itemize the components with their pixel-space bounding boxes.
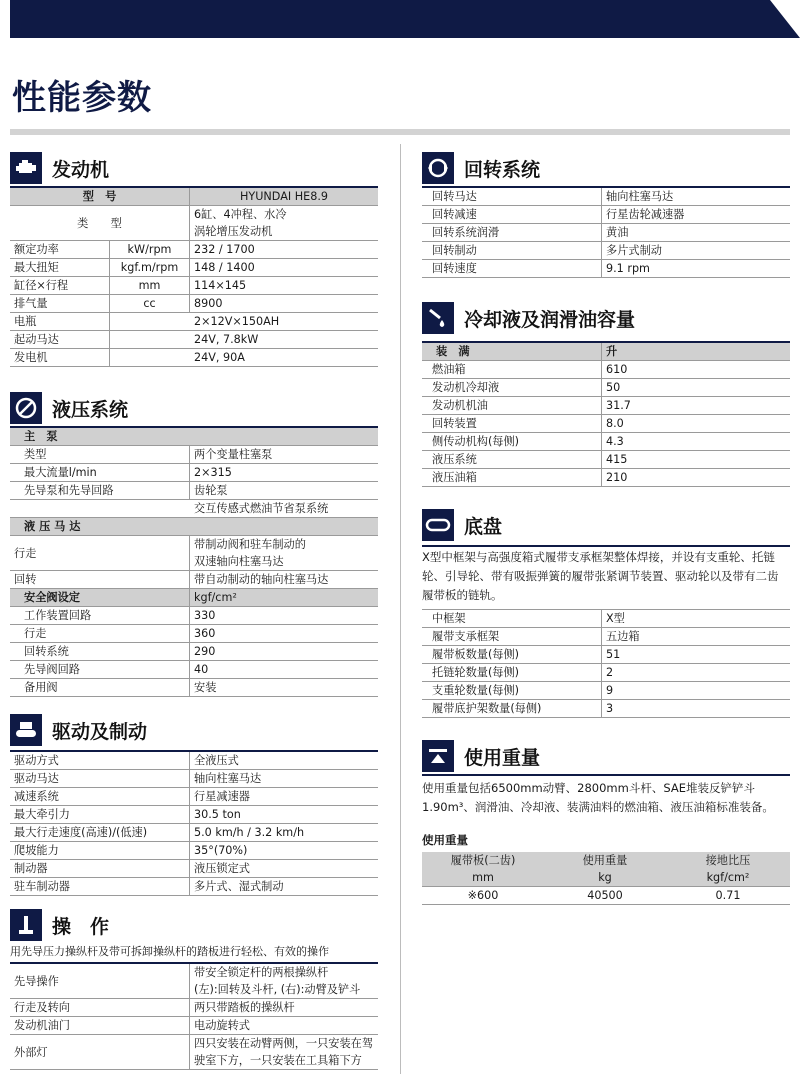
table-row xyxy=(422,451,790,469)
swing-value: 带自动制动的轴向柱塞马达 xyxy=(194,573,329,586)
engine-header xyxy=(10,152,109,184)
cell-value: 五边箱 xyxy=(606,630,640,643)
cell-value: 51 xyxy=(606,648,621,661)
crawler-track-icon xyxy=(422,509,454,541)
cell-label: 工作装置回路 xyxy=(10,607,190,624)
cell-label: 回转速度 xyxy=(422,260,602,277)
column-divider xyxy=(400,144,401,1074)
cell-value: 50 xyxy=(606,381,621,394)
cell-label: 起动马达 xyxy=(10,331,110,348)
table-row xyxy=(422,852,790,869)
hydraulic-title: 液压系统 xyxy=(52,398,129,421)
table-row xyxy=(422,260,790,278)
table-row xyxy=(10,824,378,842)
cell-unit: kW/rpm xyxy=(110,241,190,258)
pilot-value xyxy=(190,964,378,998)
cell-label: 侧传动机构(每侧) xyxy=(422,433,602,450)
table-row xyxy=(10,999,378,1017)
joystick-icon xyxy=(10,909,42,941)
table-row xyxy=(422,415,790,433)
type-value xyxy=(190,206,378,240)
page-title: 性能参数 xyxy=(12,78,152,118)
model-label: 型 号 xyxy=(10,188,190,205)
cell-value: 9.1 rpm xyxy=(606,262,650,275)
cell-value: 两个变量柱塞泵 xyxy=(194,448,273,461)
weight-description xyxy=(422,779,790,817)
table-row xyxy=(10,206,378,241)
weight-unit-1: mm xyxy=(472,871,494,884)
cell-label: 液压系统 xyxy=(422,451,602,468)
main-pump-head: 主 泵 xyxy=(24,430,58,443)
weight-table-head xyxy=(422,852,790,887)
cell-value: 9 xyxy=(606,684,614,697)
cell-value: 415 xyxy=(606,453,628,466)
cell-label: 排气量 xyxy=(10,295,110,312)
cell-label: 中框架 xyxy=(422,610,602,627)
cell-value: 轴向柱塞马达 xyxy=(194,772,262,785)
undercarriage-rule xyxy=(422,545,790,547)
table-row xyxy=(10,482,378,500)
top-banner xyxy=(10,0,800,38)
weight-title: 使用重量 xyxy=(464,746,541,769)
drive-header xyxy=(10,714,147,746)
table-row xyxy=(10,428,378,446)
control-title: 操 作 xyxy=(52,915,110,938)
cell-value: 轴向柱塞马达 xyxy=(606,190,674,203)
table-row xyxy=(422,206,790,224)
weight-col-3: 接地比压 xyxy=(705,854,751,867)
engine-table xyxy=(10,188,378,367)
table-row xyxy=(10,770,378,788)
table-row xyxy=(10,464,378,482)
table-row xyxy=(422,628,790,646)
table-row xyxy=(10,188,378,206)
table-row xyxy=(10,446,378,464)
table-row xyxy=(422,469,790,487)
cell-value: 210 xyxy=(606,471,628,484)
weight-sub-label: 使用重量 xyxy=(422,833,468,847)
control-header xyxy=(10,909,109,941)
table-row xyxy=(422,224,790,242)
pilot-value-line: (左):回转及斗杆, (右):动臂及铲斗 xyxy=(194,983,361,996)
description-line: 轮、引导轮、带有吸振弹簧的履带张紧调节装置、驱动轮以及带有二齿 xyxy=(422,569,779,583)
relief-unit: kgf/cm² xyxy=(194,591,237,604)
swing-table xyxy=(422,188,790,278)
weight-header xyxy=(422,740,540,772)
cell-label: 托链轮数量(每侧) xyxy=(422,664,602,681)
weight-rule xyxy=(422,774,790,776)
table-row xyxy=(10,518,378,536)
control-table xyxy=(10,964,378,1070)
travel-value xyxy=(190,536,378,570)
drive-title: 驱动及制动 xyxy=(52,720,148,743)
drive-table xyxy=(10,752,378,896)
cell-value: 2×315 xyxy=(194,466,232,479)
cell-label: 发动机冷却液 xyxy=(422,379,602,396)
table-row xyxy=(422,682,790,700)
table-row xyxy=(10,625,378,643)
cell-label: 发电机 xyxy=(10,349,110,366)
cell-value: 黄油 xyxy=(606,226,629,239)
table-row xyxy=(422,869,790,886)
cell-value: 232 / 1700 xyxy=(194,243,255,256)
table-row xyxy=(10,1017,378,1035)
cell-value: 330 xyxy=(194,609,216,622)
cell-value: 2 xyxy=(606,666,614,679)
pilot-value-line: 带安全锁定杆的两根操纵杆 xyxy=(194,966,329,979)
table-row xyxy=(10,679,378,697)
cell-label: 支重轮数量(每侧) xyxy=(422,682,602,699)
coolant-title: 冷却液及润滑油容量 xyxy=(464,308,636,331)
table-row xyxy=(10,277,378,295)
cell-value: 148 / 1400 xyxy=(194,261,255,274)
cell-value: 31.7 xyxy=(606,399,631,412)
cell-label: 回转装置 xyxy=(422,415,602,432)
coolant-head-label: 装 满 xyxy=(422,343,602,360)
swing-title: 回转系统 xyxy=(464,158,541,181)
hydraulic-header xyxy=(10,392,128,424)
cell-value: 齿轮泵 xyxy=(194,484,228,497)
type-value-line: 涡轮增压发动机 xyxy=(194,225,273,238)
cell-value: 3 xyxy=(606,702,614,715)
table-row xyxy=(10,295,378,313)
cell-value: 360 xyxy=(194,627,216,640)
swing-label: 回转 xyxy=(10,571,190,588)
cell-label: 回转系统 xyxy=(10,643,190,660)
undercarriage-header xyxy=(422,509,502,541)
description-line: 履带板的链轨。 xyxy=(422,588,503,602)
hydraulic-table xyxy=(10,428,378,697)
type-label: 类 型 xyxy=(10,206,190,240)
cell-value: 40 xyxy=(194,663,209,676)
cell-label: 行走 xyxy=(10,625,190,642)
lamp-label: 外部灯 xyxy=(10,1035,190,1069)
cell-value: 610 xyxy=(606,363,628,376)
coolant-head-unit: 升 xyxy=(606,345,618,358)
cell-value: 8900 xyxy=(194,297,223,310)
engine-title: 发动机 xyxy=(52,158,110,181)
lamp-value xyxy=(190,1035,378,1069)
table-row xyxy=(422,361,790,379)
cell-label: 最大行走速度(高速)/(低速) xyxy=(10,824,190,841)
banner-cut xyxy=(770,0,800,38)
track-drive-icon xyxy=(10,714,42,746)
cell-label: 回转减速 xyxy=(422,206,602,223)
coolant-header xyxy=(422,302,635,334)
cell-label: 驱动马达 xyxy=(10,770,190,787)
table-row xyxy=(10,1035,378,1070)
table-row xyxy=(10,536,378,571)
cell-value: 5.0 km/h / 3.2 km/h xyxy=(194,826,305,839)
cell-value: 安装 xyxy=(194,681,217,694)
cell-value: 行星齿轮减速器 xyxy=(606,208,685,221)
table-row xyxy=(10,643,378,661)
title-divider xyxy=(10,129,790,135)
description-line: 使用重量包括6500mm动臂、2800mm斗杆、SAE堆装反铲铲斗 xyxy=(422,781,755,795)
table-row xyxy=(10,878,378,896)
lamp-value-line: 驶室下方，一只安装在工具箱下方 xyxy=(194,1054,362,1067)
table-row xyxy=(10,500,378,518)
table-row xyxy=(10,607,378,625)
table-row xyxy=(10,752,378,770)
cell-value: 全液压式 xyxy=(194,754,239,767)
weight-val-3: 0.71 xyxy=(715,889,741,902)
cell-value: 液压锁定式 xyxy=(194,862,250,875)
table-row xyxy=(422,610,790,628)
cell-label: 最大牵引力 xyxy=(10,806,190,823)
description-line: 1.90m³、润滑油、冷却液、装满油料的燃油箱、液压油箱标准装备。 xyxy=(422,800,774,814)
coolant-table xyxy=(422,343,790,487)
relief-head: 安全阀设定 xyxy=(10,589,190,606)
table-row xyxy=(10,806,378,824)
table-row xyxy=(422,397,790,415)
type-value-line: 6缸、4冲程、水冷 xyxy=(194,208,287,221)
table-row xyxy=(10,241,378,259)
cell-unit: mm xyxy=(110,277,190,294)
motor-head: 液 压 马 达 xyxy=(24,520,81,533)
cell-label: 驻车制动器 xyxy=(10,878,190,895)
table-row xyxy=(422,343,790,361)
table-row xyxy=(10,259,378,277)
cell-value: 8.0 xyxy=(606,417,624,430)
cell-unit: kgf.m/rpm xyxy=(110,259,190,276)
throttle-value: 电动旋转式 xyxy=(194,1019,250,1032)
cell-unit: cc xyxy=(110,295,190,312)
weight-col-1: 履带板(二齿) xyxy=(450,854,516,867)
table-row xyxy=(422,646,790,664)
cell-label: 备用阀 xyxy=(10,679,190,696)
cell-value: 290 xyxy=(194,645,216,658)
control-intro: 用先导压力操纵杆及带可拆卸操纵杆的踏板进行轻松、有效的操作 xyxy=(10,945,329,958)
cell-value: 多片式、湿式制动 xyxy=(194,880,284,893)
steer-label: 行走及转向 xyxy=(10,999,190,1016)
table-row xyxy=(10,571,378,589)
cell-value: 114×145 xyxy=(194,279,247,292)
cell-label: 爬坡能力 xyxy=(10,842,190,859)
table-row xyxy=(422,700,790,718)
cell-label: 回转制动 xyxy=(422,242,602,259)
oil-drop-icon xyxy=(422,302,454,334)
table-row xyxy=(10,661,378,679)
engine-icon xyxy=(10,152,42,184)
cell-value: 30.5 ton xyxy=(194,808,241,821)
table-row xyxy=(422,887,790,905)
cell-label: 类型 xyxy=(10,446,190,463)
table-row xyxy=(422,242,790,260)
rotation-icon xyxy=(422,152,454,184)
weight-unit-2: kg xyxy=(598,871,612,884)
cell-label: 缸径×行程 xyxy=(10,277,110,294)
description-line: X型中框架与高强度箱式履带支承框架整体焊接，并设有支重轮、托链 xyxy=(422,550,775,564)
travel-label: 行走 xyxy=(10,536,190,570)
cell-label: 电瓶 xyxy=(10,313,110,330)
table-row xyxy=(10,589,378,607)
undercarriage-table xyxy=(422,609,790,718)
table-row xyxy=(10,349,378,367)
cell-label: 最大流量l/min xyxy=(10,464,190,481)
cell-label: 履带支承框架 xyxy=(422,628,602,645)
swing-header xyxy=(422,152,540,184)
table-row xyxy=(422,188,790,206)
table-row xyxy=(10,860,378,878)
lamp-value-line: 四只安装在动臂两侧，一只安装在驾 xyxy=(194,1037,374,1050)
table-row xyxy=(10,313,378,331)
model-value: HYUNDAI HE8.9 xyxy=(239,190,328,203)
weight-table xyxy=(422,852,790,905)
table-row xyxy=(10,788,378,806)
cell-value: 交互传感式燃油节省泵系统 xyxy=(194,502,329,515)
table-row xyxy=(422,664,790,682)
cell-label: 发动机机油 xyxy=(422,397,602,414)
table-row xyxy=(10,842,378,860)
undercarriage-description xyxy=(422,548,790,605)
table-row xyxy=(422,433,790,451)
cell-value: 4.3 xyxy=(606,435,624,448)
cell-label: 先导泵和先导回路 xyxy=(10,482,190,499)
steer-value: 两只带踏板的操纵杆 xyxy=(194,1001,295,1014)
table-row xyxy=(10,331,378,349)
weight-val-2: 40500 xyxy=(587,889,623,902)
cell-label: 减速系统 xyxy=(10,788,190,805)
cell-value: 24V, 90A xyxy=(194,351,245,364)
cell-label: 制动器 xyxy=(10,860,190,877)
cell-value: 2×12V×150AH xyxy=(194,315,280,328)
cell-label: 履带板数量(每侧) xyxy=(422,646,602,663)
travel-value-line: 带制动阀和驻车制动的 xyxy=(194,538,306,551)
cell-value: 24V, 7.8kW xyxy=(194,333,259,346)
table-row xyxy=(422,379,790,397)
weight-unit-3: kgf/cm² xyxy=(706,871,750,884)
cell-label: 液压油箱 xyxy=(422,469,602,486)
cell-label: 履带底护架数量(每侧) xyxy=(422,700,602,717)
travel-value-line: 双速轴向柱塞马达 xyxy=(194,555,284,568)
cell-value: 行星减速器 xyxy=(194,790,250,803)
cell-label: 驱动方式 xyxy=(10,752,190,769)
cell-value: 35°(70%) xyxy=(194,844,248,857)
cell-label: 最大扭矩 xyxy=(10,259,110,276)
pilot-label: 先导操作 xyxy=(10,964,190,998)
cell-label: 额定功率 xyxy=(10,241,110,258)
cell-value: X型 xyxy=(606,612,625,625)
cell-label: 燃油箱 xyxy=(422,361,602,378)
weight-col-2: 使用重量 xyxy=(582,854,628,867)
pressure-gauge-icon xyxy=(10,392,42,424)
undercarriage-title: 底盘 xyxy=(464,515,503,538)
table-row xyxy=(10,964,378,999)
weight-val-1: ※600 xyxy=(467,889,499,902)
cell-label: 回转马达 xyxy=(422,188,602,205)
cell-label: 先导阀回路 xyxy=(10,661,190,678)
throttle-label: 发动机油门 xyxy=(10,1017,190,1034)
cell-value: 多片式制动 xyxy=(606,244,662,257)
weight-icon xyxy=(422,740,454,772)
cell-label: 回转系统润滑 xyxy=(422,224,602,241)
